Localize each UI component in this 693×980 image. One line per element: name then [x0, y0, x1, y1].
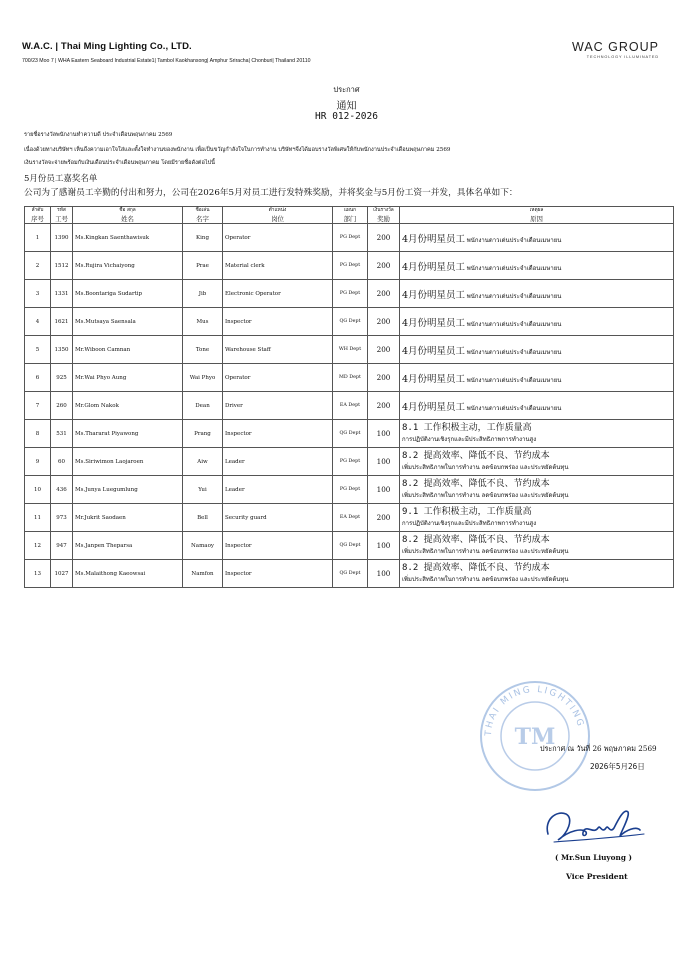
award-reason-thai: เพิ่มประสิทธิภาพในการทำงาน ลดข้อบกพร่อง และประหยัดต้นทุน	[402, 491, 569, 499]
award-reason-chinese: 4月份明星员工	[402, 317, 466, 329]
award-amount: 100	[368, 476, 400, 504]
column-header-chinese: 岗位	[271, 215, 284, 223]
award-reason-chinese: 9.1 工作积极主动，工作质量高	[402, 506, 532, 517]
employee-department: PG Dept	[333, 224, 368, 252]
employee-name: Ms.Thararat Piyawong	[73, 420, 183, 448]
employee-name: Mr.Wiboon Camnan	[73, 336, 183, 364]
intro-line-2: เนื่องด้วยทางบริษัทฯ เห็นถึงความเอาใจใส่และตั้งใจทำงานของพนักงาน เพื่อเป็นขวัญกำลังใจในการทำงาน บริษัทฯจึงได้มอบรางวัลพิเศษให้กับพนักงานประจำเดือนพฤษภาคม 2569	[24, 147, 451, 153]
employee-department: EA Dept	[333, 392, 368, 420]
table-row	[25, 448, 674, 476]
award-reason	[400, 252, 674, 280]
employee-nickname: Yui	[183, 476, 223, 504]
employee-id: 1621	[51, 308, 73, 336]
award-amount: 200	[368, 504, 400, 532]
table-header-row	[25, 207, 674, 224]
award-amount: 200	[368, 392, 400, 420]
award-reason-chinese: 4月份明星员工	[402, 289, 466, 301]
column-header	[25, 207, 51, 224]
column-header-thai: ลำดับ	[31, 208, 44, 213]
employee-department: WH Dept	[333, 336, 368, 364]
employee-department: EA Dept	[333, 504, 368, 532]
table-row	[25, 504, 674, 532]
employee-nickname: Tone	[183, 336, 223, 364]
employee-department: PG Dept	[333, 252, 368, 280]
employee-id: 1027	[51, 560, 73, 588]
award-amount: 100	[368, 560, 400, 588]
award-reason-chinese: 4月份明星员工	[402, 233, 466, 245]
column-header-chinese: 序号	[31, 215, 44, 223]
company-stamp	[475, 676, 595, 796]
column-header-thai: ชื่อเล่น	[195, 208, 210, 213]
award-reason-chinese: 8.1 工作积极主动，工作质量高	[402, 422, 532, 433]
column-header-chinese: 工号	[55, 215, 68, 223]
intro-line-1: รายชื่อรางวัลพนักงานทำความดี ประจำเดือนพฤษภาคม 2569	[24, 132, 173, 138]
column-header-chinese: 名字	[196, 215, 209, 223]
column-header-thai: รหัส	[57, 208, 66, 213]
employee-position: Inspector	[223, 420, 333, 448]
award-reason	[400, 336, 674, 364]
row-number: 1	[25, 224, 51, 252]
award-reason-chinese: 4月份明星员工	[402, 401, 466, 413]
employee-name: Ms.Mutsaya Saensala	[73, 308, 183, 336]
award-reason-thai: พนักงานดาวเด่นประจำเดือนเมษายน	[466, 236, 562, 244]
award-reason	[400, 308, 674, 336]
notice-number: HR 012-2026	[315, 111, 378, 122]
stamp-text: THAI MING LIGHTING	[483, 684, 586, 737]
employee-nickname: Jib	[183, 280, 223, 308]
table-row	[25, 224, 674, 252]
employee-department: MD Dept	[333, 364, 368, 392]
employee-id: 973	[51, 504, 73, 532]
employee-id: 531	[51, 420, 73, 448]
employee-position: Warehouse Staff	[223, 336, 333, 364]
employee-nickname: King	[183, 224, 223, 252]
award-reason	[400, 392, 674, 420]
award-reason	[400, 504, 674, 532]
title-chinese: 通知	[336, 101, 357, 112]
award-reason-chinese: 8.2 提高效率、降低不良、节约成本	[402, 562, 550, 573]
row-number: 7	[25, 392, 51, 420]
signature	[540, 800, 650, 850]
award-amount: 200	[368, 224, 400, 252]
employee-id: 1512	[51, 252, 73, 280]
employee-nickname: Prae	[183, 252, 223, 280]
employee-name: Ms.Malaithong Kaeowsai	[73, 560, 183, 588]
employee-id: 1350	[51, 336, 73, 364]
award-reason-thai: เพิ่มประสิทธิภาพในการทำงาน ลดข้อบกพร่อง และประหยัดต้นทุน	[402, 575, 569, 583]
award-reason	[400, 476, 674, 504]
column-header-thai: แผนก	[343, 208, 357, 213]
column-header	[51, 207, 73, 224]
employee-department: QG Dept	[333, 560, 368, 588]
award-amount: 200	[368, 280, 400, 308]
employee-position: Leader	[223, 476, 333, 504]
employee-nickname: Mus	[183, 308, 223, 336]
employee-nickname: Namaoy	[183, 532, 223, 560]
employee-id: 925	[51, 364, 73, 392]
signer-name: ( Mr.Sun Liuyong )	[555, 853, 632, 862]
award-amount: 200	[368, 336, 400, 364]
award-reason-thai: เพิ่มประสิทธิภาพในการทำงาน ลดข้อบกพร่อง และประหยัดต้นทุน	[402, 463, 569, 471]
announcement-date-thai: ประกาศ ณ วันที่ 26 พฤษภาคม 2569	[540, 744, 657, 753]
award-reason	[400, 560, 674, 588]
company-name: W.A.C. | Thai Ming Lighting Co., LTD.	[22, 41, 192, 52]
employee-position: Security guard	[223, 504, 333, 532]
employee-id: 1331	[51, 280, 73, 308]
row-number: 4	[25, 308, 51, 336]
table-row	[25, 364, 674, 392]
employee-name: Mr.Jukrit Saodaen	[73, 504, 183, 532]
employee-department: QG Dept	[333, 308, 368, 336]
table-row	[25, 252, 674, 280]
employee-name: Mr.Glom Nakok	[73, 392, 183, 420]
employee-position: Operator	[223, 224, 333, 252]
column-header	[223, 207, 333, 224]
company-address: 700/23 Moo 7 | WHA Eastern Seaboard Industrial Estate1| Tambol Kaokhansong| Amphur Sriracha| Chonburi| Thailand 20110	[22, 58, 311, 64]
employee-position: Driver	[223, 392, 333, 420]
table-row	[25, 532, 674, 560]
employee-position: Material clerk	[223, 252, 333, 280]
row-number: 5	[25, 336, 51, 364]
award-reason	[400, 420, 674, 448]
column-header-thai: เหตุผล	[529, 208, 544, 213]
employee-position: Leader	[223, 448, 333, 476]
column-header	[183, 207, 223, 224]
employee-position: Electronic Operator	[223, 280, 333, 308]
award-amount: 100	[368, 448, 400, 476]
intro-line-4: 5月份员工嘉奖名单	[24, 174, 98, 184]
employee-id: 260	[51, 392, 73, 420]
employee-name: Mr.Wai Phyo Aung	[73, 364, 183, 392]
employee-nickname: Namfon	[183, 560, 223, 588]
award-reason-thai: การปฏิบัติงานเชิงรุกและมีประสิทธิภาพการทำงานสูง	[402, 519, 537, 527]
award-reason-thai: พนักงานดาวเด่นประจำเดือนเมษายน	[466, 404, 562, 412]
column-header-chinese: 部门	[343, 215, 357, 223]
award-reason-thai: การปฏิบัติงานเชิงรุกและมีประสิทธิภาพการทำงานสูง	[402, 435, 537, 443]
row-number: 10	[25, 476, 51, 504]
award-reason-thai: พนักงานดาวเด่นประจำเดือนเมษายน	[466, 264, 562, 272]
announcement-date-chinese: 2026年5月26日	[590, 762, 645, 771]
employee-id: 60	[51, 448, 73, 476]
employee-name: Ms.Rujira Vichaiyong	[73, 252, 183, 280]
award-reason-thai: พนักงานดาวเด่นประจำเดือนเมษายน	[466, 292, 562, 300]
award-amount: 100	[368, 532, 400, 560]
logo-tagline: TECHNOLOGY ILLUMINATED	[586, 55, 659, 59]
column-header-chinese: 姓名	[121, 215, 134, 223]
row-number: 3	[25, 280, 51, 308]
stamp-logo: TM	[514, 724, 556, 750]
column-header	[368, 207, 400, 224]
employee-position: Inspector	[223, 308, 333, 336]
award-amount: 200	[368, 308, 400, 336]
row-number: 6	[25, 364, 51, 392]
wac-group-logo	[572, 40, 659, 59]
column-header-chinese: 原因	[530, 215, 543, 223]
award-amount: 100	[368, 420, 400, 448]
row-number: 9	[25, 448, 51, 476]
table-row	[25, 560, 674, 588]
award-reason-thai: พนักงานดาวเด่นประจำเดือนเมษายน	[466, 376, 562, 384]
employee-department: QG Dept	[333, 532, 368, 560]
award-reason-thai: เพิ่มประสิทธิภาพในการทำงาน ลดข้อบกพร่อง และประหยัดต้นทุน	[402, 547, 569, 555]
employee-name: Ms.Siriwimon Laojaroen	[73, 448, 183, 476]
employee-nickname: Aiw	[183, 448, 223, 476]
award-reason	[400, 448, 674, 476]
row-number: 8	[25, 420, 51, 448]
award-table	[24, 206, 674, 588]
table-row	[25, 476, 674, 504]
row-number: 12	[25, 532, 51, 560]
table-row	[25, 280, 674, 308]
employee-name: Ms.Janpen Theparsa	[73, 532, 183, 560]
award-reason-thai: พนักงานดาวเด่นประจำเดือนเมษายน	[466, 320, 562, 328]
column-header-chinese: 奖励	[377, 215, 390, 223]
award-reason	[400, 280, 674, 308]
employee-nickname: Bell	[183, 504, 223, 532]
column-header-thai: ชื่อ สกุล	[119, 208, 136, 213]
award-amount: 200	[368, 364, 400, 392]
award-reason-chinese: 4月份明星员工	[402, 373, 466, 385]
employee-department: QG Dept	[333, 420, 368, 448]
employee-department: PG Dept	[333, 448, 368, 476]
employee-nickname: Wai Phyo	[183, 364, 223, 392]
award-reason	[400, 532, 674, 560]
award-reason-chinese: 4月份明星员工	[402, 261, 466, 273]
employee-department: PG Dept	[333, 476, 368, 504]
award-reason	[400, 364, 674, 392]
column-header	[400, 207, 674, 224]
employee-name: Ms.Boontariga Sudartip	[73, 280, 183, 308]
employee-nickname: Dean	[183, 392, 223, 420]
row-number: 2	[25, 252, 51, 280]
employee-id: 1390	[51, 224, 73, 252]
employee-position: Inspector	[223, 532, 333, 560]
employee-position: Operator	[223, 364, 333, 392]
employee-name: Ms.Junya Luegumlung	[73, 476, 183, 504]
employee-name: Ms.Kingkan Saenthawisuk	[73, 224, 183, 252]
table-row	[25, 392, 674, 420]
award-reason-chinese: 4月份明星员工	[402, 345, 466, 357]
award-reason-thai: พนักงานดาวเด่นประจำเดือนเมษายน	[466, 348, 562, 356]
award-reason-chinese: 8.2 提高效率、降低不良、节约成本	[402, 478, 550, 489]
column-header	[73, 207, 183, 224]
award-reason-chinese: 8.2 提高效率、降低不良、节约成本	[402, 450, 550, 461]
employee-id: 947	[51, 532, 73, 560]
employee-department: PG Dept	[333, 280, 368, 308]
table-row	[25, 336, 674, 364]
intro-line-5: 公司为了感谢员工辛勤的付出和努力，公司在2026年5月对员工进行发特殊奖励，并将奖金与5月份工资一并发，具体名单如下：	[24, 188, 518, 198]
award-reason	[400, 224, 674, 252]
column-header-thai: เงินรางวัล	[373, 208, 394, 213]
table-row	[25, 308, 674, 336]
employee-id: 436	[51, 476, 73, 504]
signer-title: Vice President	[566, 872, 628, 881]
row-number: 13	[25, 560, 51, 588]
award-amount: 200	[368, 252, 400, 280]
employee-position: Inspector	[223, 560, 333, 588]
employee-nickname: Prang	[183, 420, 223, 448]
title-thai: ประกาศ	[333, 85, 360, 94]
column-header	[333, 207, 368, 224]
logo-main-text: WAC GROUP	[571, 40, 659, 54]
table-row	[25, 420, 674, 448]
column-header-thai: ตำแหน่ง	[268, 208, 287, 213]
row-number: 11	[25, 504, 51, 532]
intro-line-3: เงินรางวัลจะจ่ายพร้อมกับเงินเดือนประจำเดือนพฤษภาคม โดยมีรายชื่อดังต่อไปนี้	[24, 160, 215, 166]
award-reason-chinese: 8.2 提高效率、降低不良、节约成本	[402, 534, 550, 545]
